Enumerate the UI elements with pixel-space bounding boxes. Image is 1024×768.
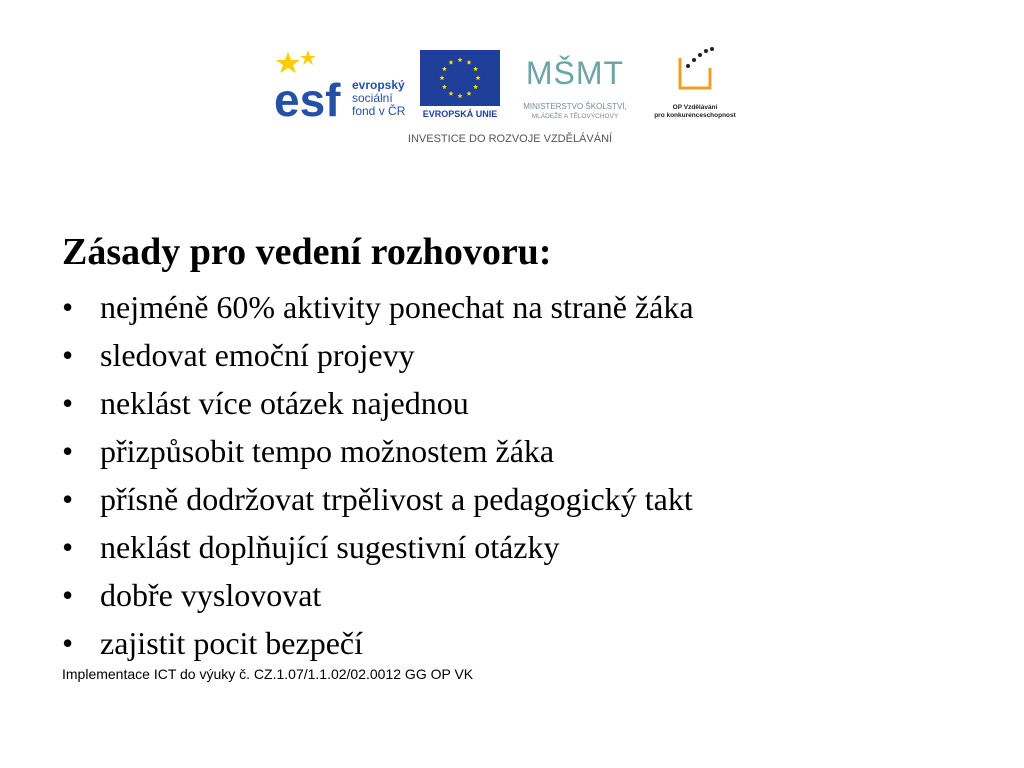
esf-line-1: evropský — [352, 78, 405, 92]
bullet-icon: • — [62, 337, 74, 373]
funding-logos-header — [270, 40, 750, 150]
msmt-logo — [523, 55, 627, 120]
list-item — [62, 331, 694, 379]
list-item-text: neklást doplňující sugestivní otázky — [100, 529, 560, 565]
principles-list — [62, 283, 694, 667]
list-item-text: zajistit pocit bezpečí — [100, 625, 363, 661]
bullet-icon: • — [62, 433, 74, 469]
bullet-icon: • — [62, 289, 74, 325]
list-item — [62, 427, 694, 475]
bullet-icon: • — [62, 625, 74, 661]
op-frame-icon — [680, 58, 710, 88]
logo-tagline: INVESTICE DO ROZVOJE VZDĚLÁVÁNÍ — [407, 133, 613, 145]
list-item — [62, 379, 694, 427]
msmt-line-2: MLÁDEŽE A TĚLOVÝCHOVY — [531, 113, 619, 120]
esf-mark: esf — [274, 74, 341, 126]
eu-flag-logo — [420, 50, 500, 119]
list-item — [62, 523, 694, 571]
bullet-icon: • — [62, 385, 74, 421]
list-item-text: neklást více otázek najednou — [100, 385, 469, 421]
list-item-text: přizpůsobit tempo možnostem žáka — [100, 433, 555, 469]
op-line-1: OP Vzdělávání — [672, 104, 718, 111]
op-logo — [654, 47, 736, 119]
bullet-icon: • — [62, 529, 74, 565]
slide-title: Zásady pro vedení rozhovoru: — [62, 231, 552, 273]
list-item — [62, 283, 694, 331]
list-item — [62, 619, 694, 667]
msmt-mark: MŠMT — [525, 55, 625, 91]
list-item-text: nejméně 60% aktivity ponechat na straně žáka — [100, 289, 694, 325]
list-item-text: sledovat emoční projevy — [100, 337, 415, 373]
list-item — [62, 571, 694, 619]
eu-caption: EVROPSKÁ UNIE — [422, 109, 498, 119]
list-item-text: dobře vyslovovat — [100, 577, 322, 613]
list-item-text: přísně dodržovat trpělivost a pedagogický takt — [100, 481, 693, 517]
esf-logo — [274, 50, 406, 126]
esf-line-3: fond v ČR — [352, 104, 406, 118]
msmt-line-1: MINISTERSTVO ŠKOLSTVÍ, — [523, 102, 627, 111]
esf-line-2: sociální — [352, 91, 393, 105]
bullet-icon: • — [62, 577, 74, 613]
list-item — [62, 475, 694, 523]
op-line-2: pro konkurenceschopnost — [654, 112, 736, 119]
project-footer-note: Implementace ICT do výuky č. CZ.1.07/1.1.02/02.0012 GG OP VK — [62, 666, 474, 682]
bullet-icon: • — [62, 481, 74, 517]
